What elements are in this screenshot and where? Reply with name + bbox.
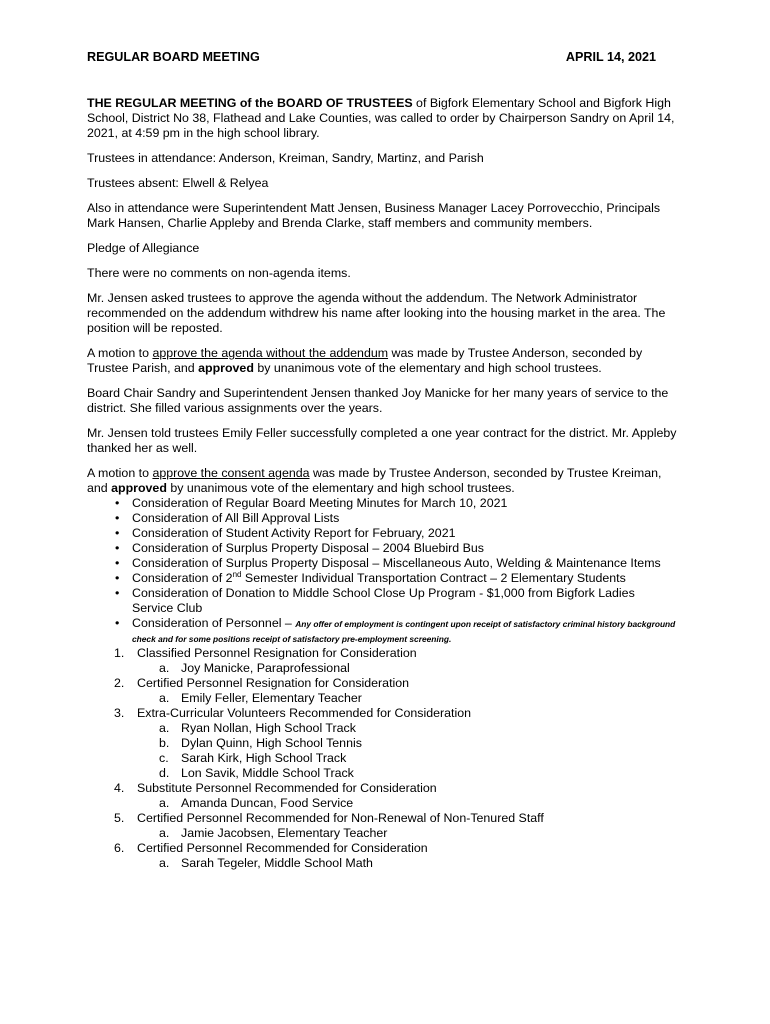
- entry-letter: c.: [159, 751, 169, 765]
- group-number: 3.: [114, 706, 125, 720]
- entry-letter: a.: [159, 721, 170, 735]
- entry-letter: a.: [159, 856, 170, 870]
- transport-item-sup: nd: [232, 569, 242, 579]
- entry-letter: d.: [159, 766, 170, 780]
- personnel-group: [112, 706, 677, 781]
- intro-paragraph: [87, 96, 677, 141]
- list-item: • Consideration of Student Activity Report for February, 2021: [87, 526, 677, 541]
- personnel-names: [137, 826, 677, 841]
- personnel-names: [137, 691, 677, 706]
- group-title: Substitute Personnel Recommended for Consideration: [137, 781, 437, 795]
- list-item: [87, 571, 677, 586]
- entry-letter: b.: [159, 736, 170, 750]
- entry-text: Sarah Tegeler, Middle School Math: [181, 856, 373, 870]
- group-title: Extra-Curricular Volunteers Recommended for Consideration: [137, 706, 472, 720]
- intro-text: of Bigfork Elementary School and Bigfork High School, District No 38, Flathead and Lake Counties, was called to order by Chairperson Sandry on April 14, 2021, at 4:59 pm in the high school library.: [87, 96, 675, 140]
- consent-agenda-list: [87, 496, 677, 871]
- group-title: Classified Personnel Resignation for Consideration: [137, 646, 417, 660]
- feller-paragraph: Mr. Jensen told trustees Emily Feller successfully completed a one year contract for the district. Mr. Appleby thanked her as well.: [87, 426, 677, 455]
- personnel-group: [112, 676, 677, 706]
- motion-agenda-pre: A motion to: [87, 346, 153, 360]
- personnel-entry: [137, 721, 677, 736]
- header-title: REGULAR BOARD MEETING: [87, 50, 260, 64]
- personnel-entry: [137, 796, 677, 811]
- motion-consent-pre: A motion to: [87, 466, 153, 480]
- entry-text: Sarah Kirk, High School Track: [181, 751, 347, 765]
- motion-agenda-approved: approved: [198, 361, 254, 375]
- list-item: • Consideration of Surplus Property Disposal – 2004 Bluebird Bus: [87, 541, 677, 556]
- motion-consent-post: by unanimous vote of the elementary and high school trustees.: [166, 481, 515, 495]
- personnel-entry: [137, 766, 677, 781]
- entry-letter: a.: [159, 796, 170, 810]
- personnel-group: [112, 781, 677, 811]
- entry-text: Dylan Quinn, High School Tennis: [181, 736, 362, 750]
- personnel-group: [112, 646, 677, 676]
- entry-text: Joy Manicke, Paraprofessional: [181, 661, 350, 675]
- entry-letter: a.: [159, 826, 170, 840]
- motion-consent-paragraph: [87, 466, 677, 496]
- personnel-entry: [137, 856, 677, 871]
- personnel-groups: [112, 646, 677, 871]
- entry-letter: a.: [159, 691, 170, 705]
- entry-text: Amanda Duncan, Food Service: [181, 796, 354, 810]
- absent-paragraph: Trustees absent: Elwell & Relyea: [87, 176, 269, 190]
- group-number: 2.: [114, 676, 125, 690]
- personnel-item: [87, 616, 677, 871]
- also-attendance-paragraph: Also in attendance were Superintendent Matt Jensen, Business Manager Lacey Porrovecchio, Principals Mark Hansen, Charlie Appleby and Brenda Clarke, staff members and community members.: [87, 201, 661, 230]
- transport-item-text-end: Semester Individual Transportation Contract – 2 Elementary Students: [241, 571, 626, 585]
- entry-letter: a.: [159, 661, 170, 675]
- transport-item-text: Consideration of 2: [132, 571, 233, 585]
- personnel-entry: [137, 751, 677, 766]
- personnel-names: [137, 721, 677, 781]
- header-date: APRIL 14, 2021: [565, 50, 656, 64]
- thanks-paragraph: Board Chair Sandry and Superintendent Jensen thanked Joy Manicke for her many years of service to the district. She filled various assignments over the years.: [87, 386, 669, 415]
- personnel-group: [112, 811, 677, 841]
- personnel-note: Any offer of employment is contingent upon receipt of satisfactory criminal history background check and for some positions receipt of satisfactory pre-employment screening.: [132, 619, 676, 644]
- personnel-names: [137, 661, 677, 676]
- comments-paragraph: There were no comments on non-agenda items.: [87, 266, 351, 280]
- motion-agenda-mid: was made by Trustee Anderson, seconded by Trustee Parish, and: [87, 346, 643, 375]
- group-number: 1.: [114, 646, 125, 660]
- personnel-label: Consideration of Personnel –: [132, 616, 296, 630]
- agenda-note-paragraph: Mr. Jensen asked trustees to approve the agenda without the addendum. The Network Administrator recommended on the addendum withdrew his name after looking into the housing market in the area. The position will be reposted.: [87, 291, 666, 335]
- group-title: Certified Personnel Resignation for Consideration: [137, 676, 410, 690]
- group-number: 4.: [114, 781, 125, 795]
- pledge-paragraph: Pledge of Allegiance: [87, 241, 200, 255]
- personnel-entry: [137, 661, 677, 676]
- group-title: Certified Personnel Recommended for Consideration: [137, 841, 428, 855]
- motion-consent-underlined: approve the consent agenda: [152, 466, 310, 480]
- personnel-entry: [137, 826, 677, 841]
- list-item: • Consideration of All Bill Approval Lists: [87, 511, 677, 526]
- group-number: 5.: [114, 811, 125, 825]
- motion-agenda-underlined: approve the agenda without the addendum: [152, 346, 389, 360]
- minutes-body: [87, 96, 677, 871]
- list-item: • Consideration of Regular Board Meeting Minutes for March 10, 2021: [87, 496, 677, 511]
- motion-agenda-paragraph: [87, 346, 677, 376]
- entry-text: Ryan Nollan, High School Track: [181, 721, 356, 735]
- list-item: • Consideration of Surplus Property Disposal – Miscellaneous Auto, Welding & Maintenance Items: [87, 556, 677, 571]
- page-header: [87, 50, 656, 65]
- motion-agenda-post: by unanimous vote of the elementary and high school trustees.: [253, 361, 602, 375]
- entry-text: Lon Savik, Middle School Track: [181, 766, 354, 780]
- motion-consent-mid: was made by Trustee Anderson, seconded by Trustee Kreiman, and: [87, 466, 662, 495]
- attendance-paragraph: Trustees in attendance: Anderson, Kreiman, Sandry, Martinz, and Parish: [87, 151, 484, 165]
- personnel-group: [112, 841, 677, 871]
- motion-consent-approved: approved: [111, 481, 167, 495]
- group-number: 6.: [114, 841, 125, 855]
- personnel-entry: [137, 736, 677, 751]
- personnel-entry: [137, 691, 677, 706]
- intro-bold: THE REGULAR MEETING of the BOARD OF TRUSTEES: [87, 96, 413, 110]
- entry-text: Emily Feller, Elementary Teacher: [181, 691, 362, 705]
- entry-text: Jamie Jacobsen, Elementary Teacher: [181, 826, 388, 840]
- personnel-names: [137, 796, 677, 811]
- list-item: • Consideration of Donation to Middle School Close Up Program - $1,000 from Bigfork Ladies Service Club: [87, 586, 677, 616]
- personnel-names: [137, 856, 677, 871]
- group-title: Certified Personnel Recommended for Non-Renewal of Non-Tenured Staff: [137, 811, 544, 825]
